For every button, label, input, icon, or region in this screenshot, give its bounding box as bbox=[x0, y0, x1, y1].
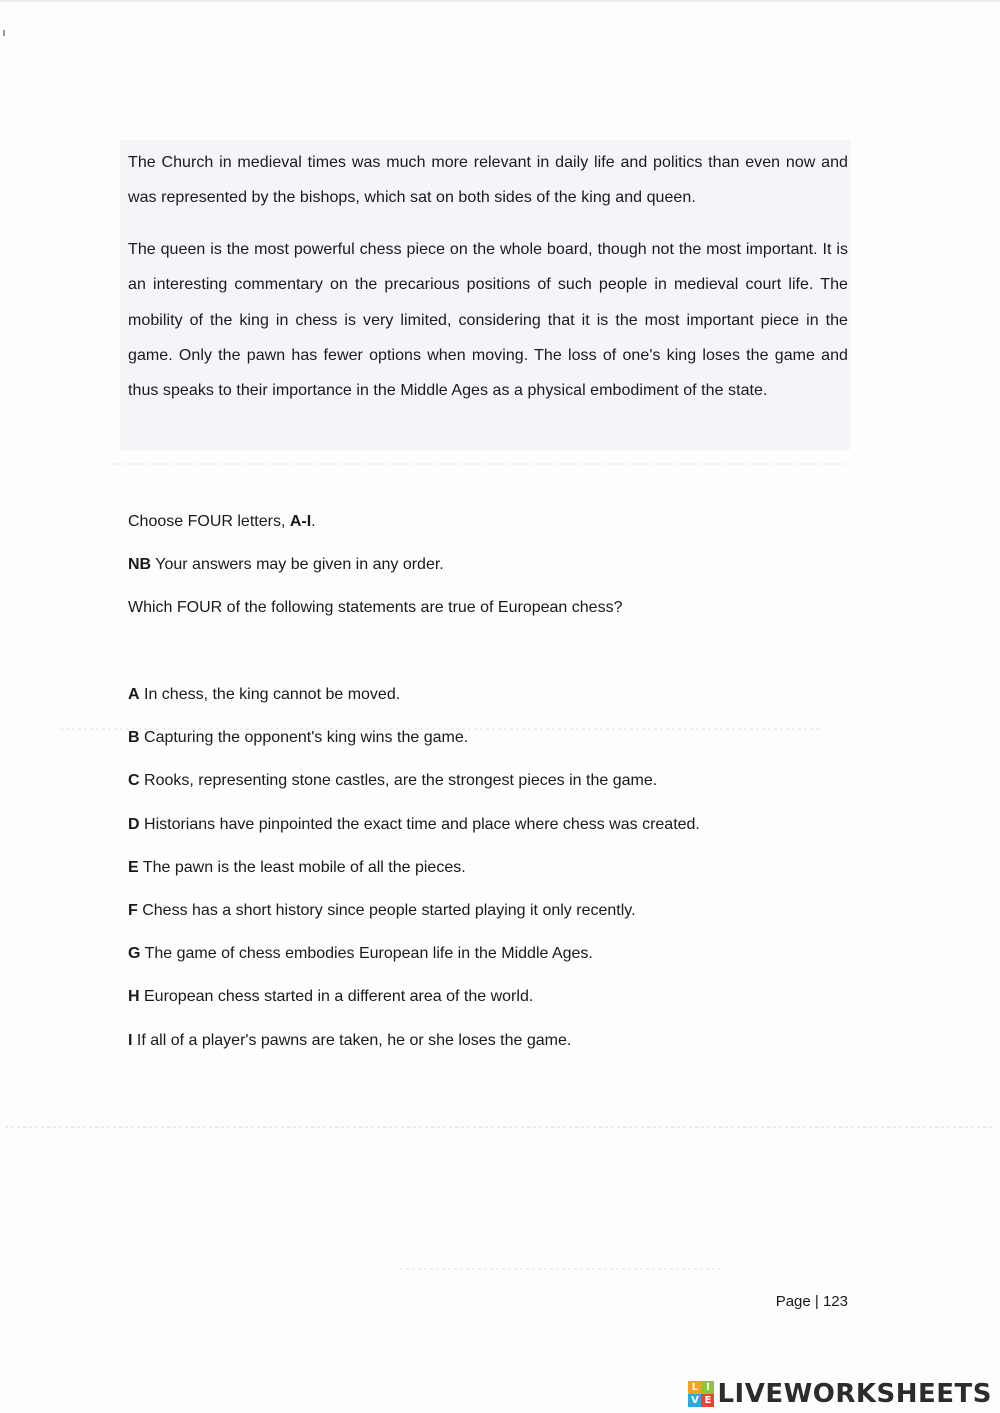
question-prompt: Which FOUR of the following statements are true of European chess? bbox=[128, 599, 623, 616]
scan-bleed-through bbox=[5, 1126, 995, 1128]
option-f bbox=[128, 901, 700, 944]
liveworksheets-logo-icon bbox=[688, 1381, 714, 1407]
option-text: If all of a player's pawns are taken, he or she loses the game. bbox=[132, 1031, 572, 1049]
passage-paragraph-1: The Church in medieval times was much more relevant in daily life and politics than even now and was represented by the bishops, which sat on both sides of the king and queen. bbox=[128, 154, 848, 207]
option-letter: B bbox=[128, 729, 140, 747]
logo-tile: I bbox=[701, 1381, 714, 1394]
option-c bbox=[128, 771, 700, 814]
option-letter: C bbox=[128, 772, 140, 790]
option-text: Rooks, representing stone castles, are the strongest pieces in the game. bbox=[139, 772, 658, 790]
logo-tile: V bbox=[688, 1394, 701, 1407]
option-text: Chess has a short history since people started playing it only recently. bbox=[137, 901, 636, 919]
option-e bbox=[128, 858, 700, 901]
option-g bbox=[128, 944, 700, 987]
option-b bbox=[128, 728, 700, 771]
page-number: Page | 123 bbox=[775, 1293, 848, 1310]
question-instruction bbox=[128, 512, 316, 532]
scan-bleed-through bbox=[110, 463, 850, 465]
option-text: The game of chess embodies European life in the Middle Ages. bbox=[140, 945, 593, 963]
option-text: The pawn is the least mobile of all the pieces. bbox=[138, 858, 466, 876]
option-d bbox=[128, 815, 700, 858]
logo-tile: E bbox=[701, 1394, 714, 1407]
scan-top-edge bbox=[0, 0, 1000, 3]
option-letter: D bbox=[128, 815, 140, 833]
instruction-range: A-I bbox=[289, 513, 312, 530]
option-text: Historians have pinpointed the exact time and place where chess was created. bbox=[139, 815, 700, 833]
question-note bbox=[128, 555, 444, 575]
passage-paragraph-2: The queen is the most powerful chess piece on the whole board, though not the most important. It is an interesting commentary on the precarious positions of such people in medieval court life. The mobility of the king in chess is very limited, considering that it is the most important piece in the game. Only the pawn has fewer options when moving. The loss of one's king loses the game and thus speaks to their importance in the Middle Ages as a physical embodiment of the state. bbox=[128, 241, 848, 400]
option-h bbox=[128, 987, 700, 1030]
note-text: Your answers may be given in any order. bbox=[151, 556, 444, 573]
option-letter: H bbox=[128, 988, 140, 1006]
brand-text: LIVEWORKSHEETS bbox=[717, 1379, 992, 1409]
note-label: NB bbox=[128, 556, 152, 573]
option-text: In chess, the king cannot be moved. bbox=[139, 686, 401, 703]
option-i bbox=[128, 1031, 700, 1074]
option-a bbox=[128, 685, 700, 728]
scan-speck bbox=[3, 30, 5, 36]
option-letter: I bbox=[128, 1031, 133, 1049]
option-text: European chess started in a different area of the world. bbox=[139, 988, 534, 1006]
instruction-prefix: Choose FOUR letters, bbox=[128, 513, 290, 530]
option-letter: G bbox=[128, 945, 141, 963]
option-text: Capturing the opponent's king wins the game. bbox=[139, 729, 469, 747]
option-letter: A bbox=[128, 686, 140, 703]
scan-bleed-through bbox=[400, 1268, 720, 1270]
options-list bbox=[128, 685, 700, 1074]
option-letter: F bbox=[128, 901, 138, 919]
instruction-suffix: . bbox=[311, 513, 316, 530]
option-letter: E bbox=[128, 858, 139, 876]
logo-tile: L bbox=[688, 1381, 701, 1394]
liveworksheets-watermark bbox=[688, 1378, 992, 1410]
